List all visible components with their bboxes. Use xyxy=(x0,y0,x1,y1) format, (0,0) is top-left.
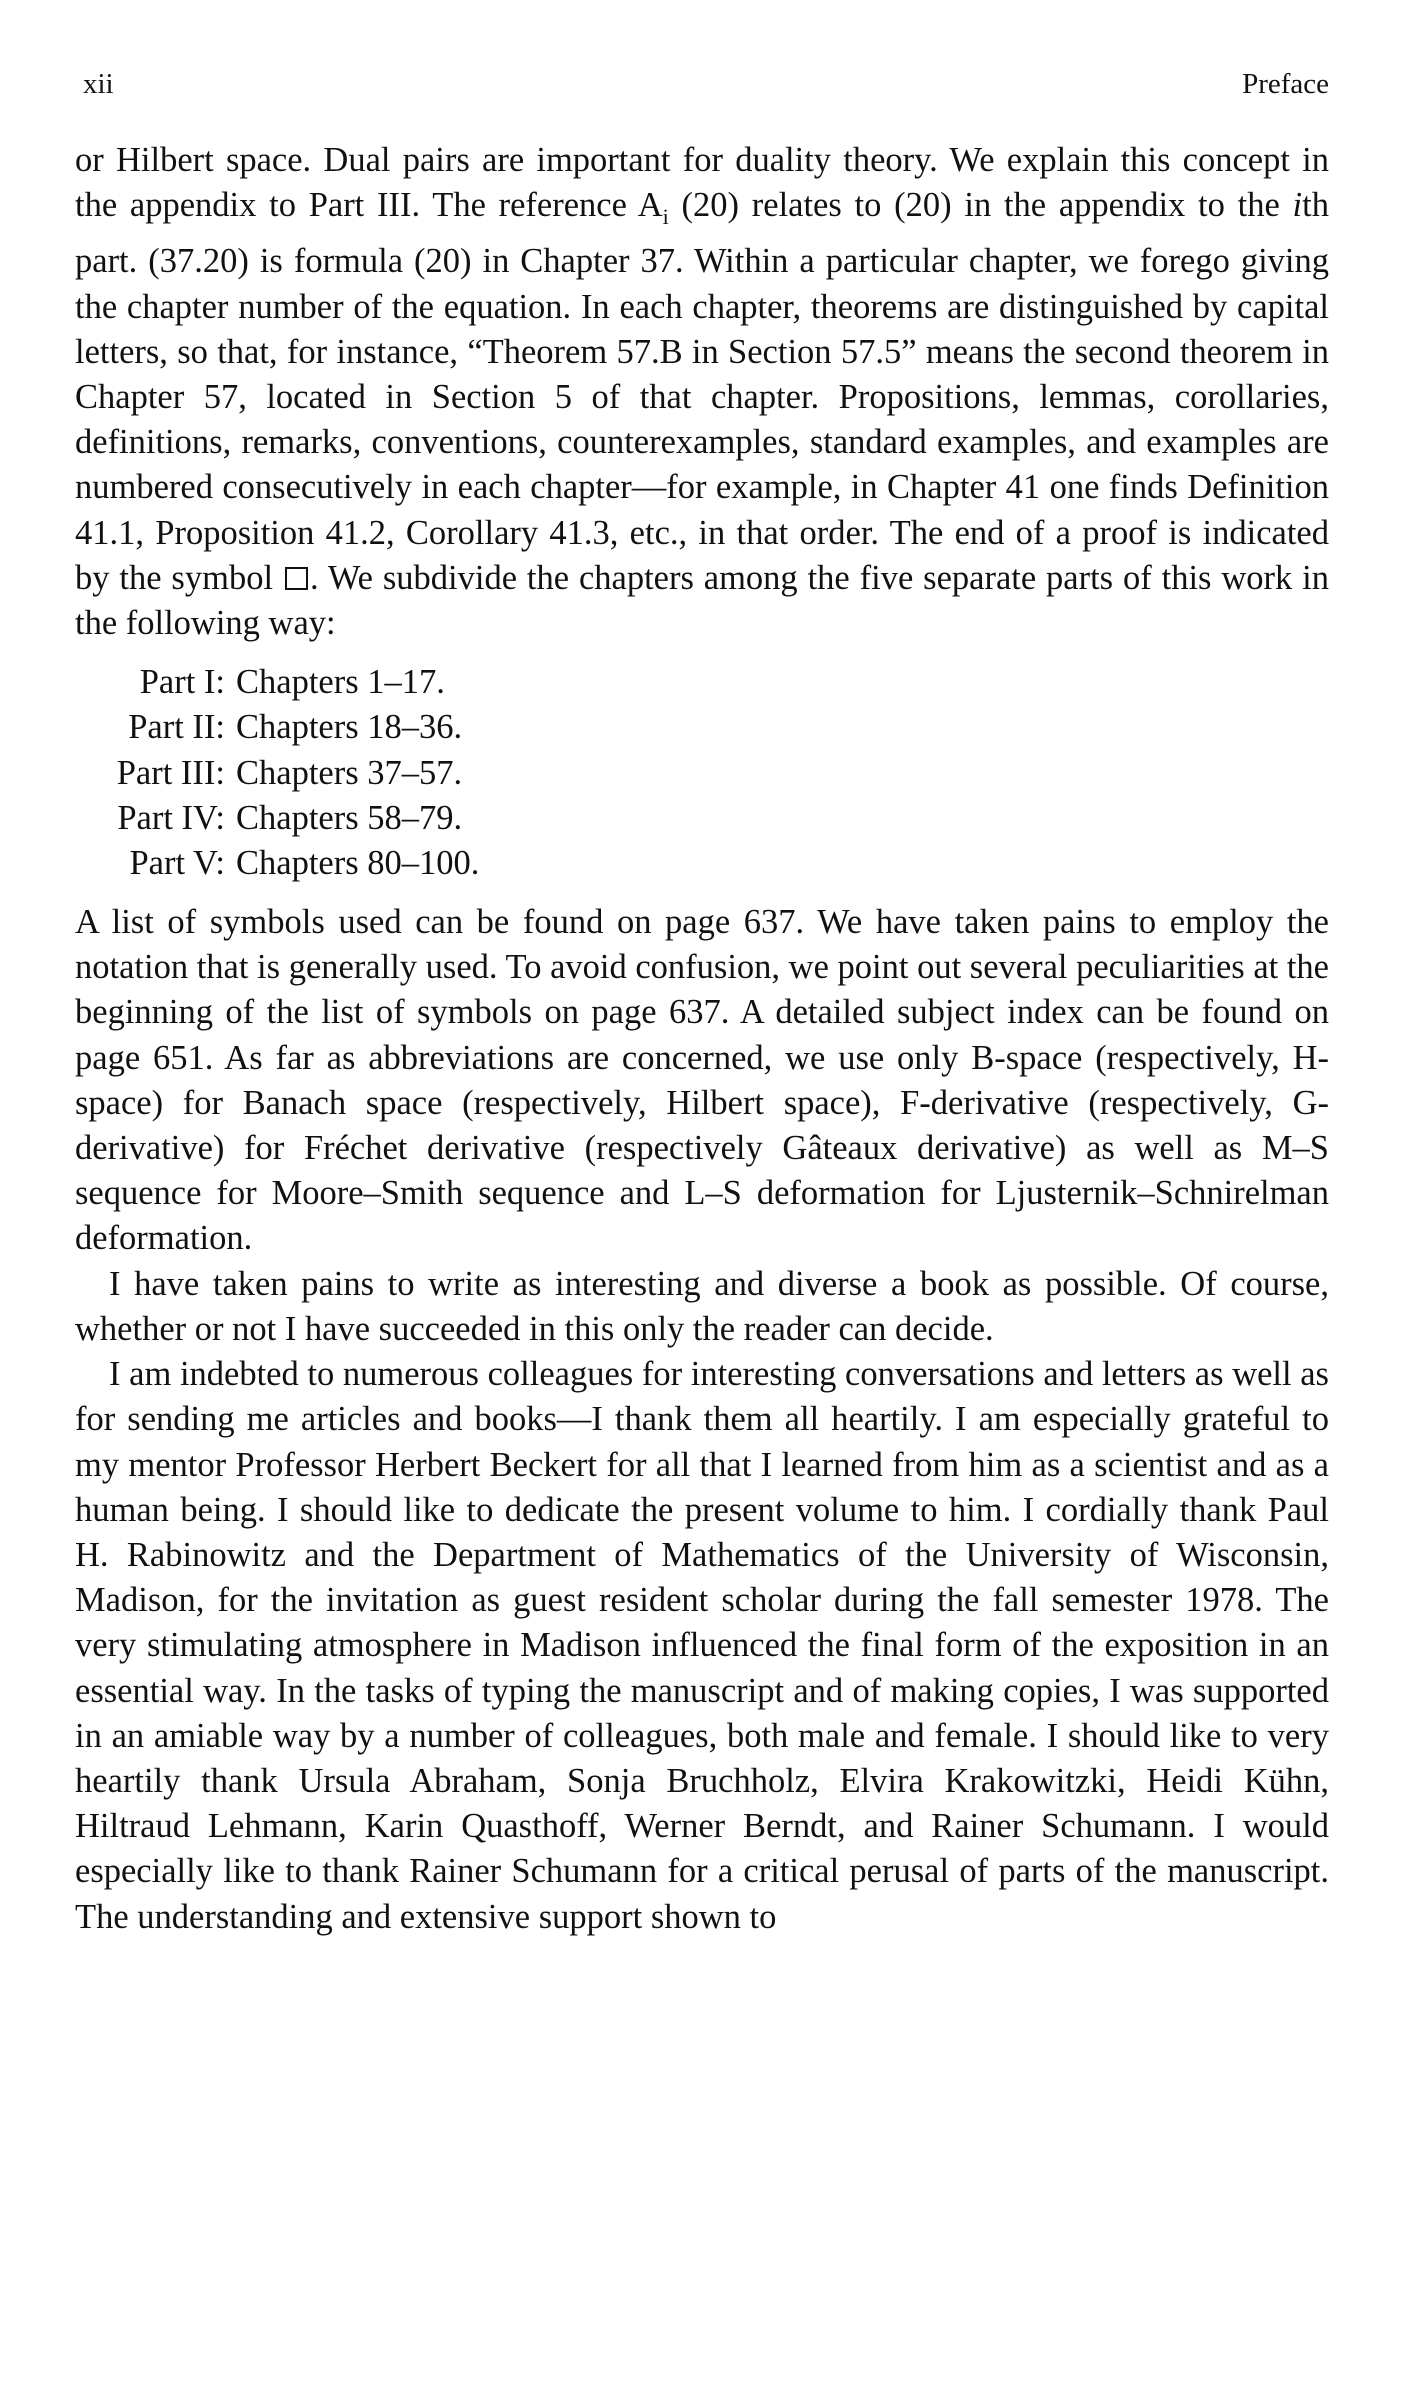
part-label: Part IV: xyxy=(117,798,225,837)
running-head xyxy=(75,68,1329,108)
part-chapters: Chapters 58–79. xyxy=(236,798,463,837)
end-of-proof-square-icon xyxy=(285,567,308,590)
book-page xyxy=(75,0,1329,2398)
subscript-index: i xyxy=(662,204,669,230)
list-item xyxy=(75,841,1329,886)
parts-list xyxy=(75,660,1329,886)
list-item xyxy=(75,796,1329,841)
list-item xyxy=(75,705,1329,750)
paragraph-interest: I have taken pains to write as interesting and diverse a book as possible. Of course, whether or not I have succeeded in this only the reader can decide. xyxy=(75,1264,1329,1348)
paragraph-symbols-abbreviations: A list of symbols used can be found on page 637. We have taken pains to employ the notation that is generally used. To avoid confusion, we point out several peculiarities at the beginning of the list of symbols on page 637. A detailed subject index can be found on page 651. As far as abbreviations are concerned, we use only B-space (respectively, H-space) for Banach space (respectively, Hilbert space), F-derivative (respectively, G-derivative) for Fréchet derivative (respectively Gâteaux derivative) as well as M–S sequence for Moore–Smith sequence and L–S deformation for Ljusternik–Schnirelman deformation. xyxy=(75,903,1329,1258)
list-item xyxy=(75,660,1329,705)
part-chapters: Chapters 37–57. xyxy=(236,753,463,792)
text-run: th part. (37.20) is formula (20) in Chapter 37. Within a particular chapter, we forego giving the chapter number of the equation. In each chapter, theorems are distinguished by capital letters, so that, for instance, “Theorem 57.B in Section 57.5” means the second theorem in Chapter 57, located in Section 5 of that chapter. Propositions, lemmas, corollaries, definitions, remarks, conventions, counterexamples, standard examples, and examples are numbered consecutively in each chapter—for example, in Chapter 41 one finds Definition 41.1, Proposition 41.2, Corollary 41.3, etc., in that order. The end of a proof is indicated by the symbol xyxy=(75,186,1329,597)
text-run: (20) relates to (20) in the appendix to the xyxy=(668,186,1293,225)
part-chapters: Chapters 1–17. xyxy=(236,663,445,702)
part-label: Part III: xyxy=(116,753,225,792)
italic-index: i xyxy=(1292,186,1303,225)
part-label: Part V: xyxy=(129,843,225,882)
part-chapters: Chapters 18–36. xyxy=(236,708,463,747)
part-label: Part II: xyxy=(128,708,225,747)
text-run: . We subdivide the chapters among the five separate parts of this work in the following way: xyxy=(75,558,1330,642)
paragraph-numbering-conventions xyxy=(75,138,1329,646)
paragraph-acknowledgments: I am indebted to numerous colleagues for interesting conversations and letters as well as for sending me articles and books—I thank them all heartily. I am especially grateful to my mentor Professor Herbert Beckert for all that I learned from him as a scientist and as a human being. I should like to dedicate the present volume to him. I cordially thank Paul H. Rabinowitz and the Department of Mathematics of the University of Wisconsin, Madison, for the invitation as guest resident scholar during the fall semester 1978. The very stimulating atmosphere in Madison influenced the final form of the exposition in an essential way. In the tasks of typing the manuscript and of making copies, I was supported in an amiable way by a number of colleagues, both male and female. I should like to very heartily thank Ursula Abraham, Sonja Bruchholz, Elvira Krakowitzki, Heidi Kühn, Hiltraud Lehmann, Karin Quasthoff, Werner Berndt, and Rainer Schumann. I would especially like to thank Rainer Schumann for a critical perusal of parts of the manuscript. The understanding and extensive support shown to xyxy=(75,1355,1329,1936)
page-number: xii xyxy=(83,68,114,100)
list-item xyxy=(75,751,1329,796)
part-chapters: Chapters 80–100. xyxy=(236,843,480,882)
section-title: Preface xyxy=(1242,68,1329,100)
body-text xyxy=(75,138,1329,1940)
part-label: Part I: xyxy=(139,663,225,702)
text-run: or Hilbert space. Dual pairs are important for duality theory. We explain this concept in the appendix to Part III. The reference A xyxy=(75,141,1329,225)
